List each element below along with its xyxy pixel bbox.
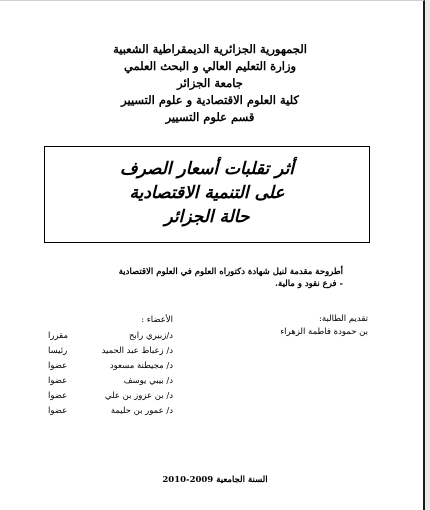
jury-member-name: د/ عمور بن حليمة (110, 406, 173, 416)
jury-list (48, 313, 173, 419)
header-faculty: كلية العلوم الاقتصادية و علوم التسيير (121, 93, 299, 107)
jury-member-role: مقررا (48, 331, 69, 341)
title-line-1: أثر تقلبات أسعار الصرف (119, 159, 295, 179)
jury-member (48, 359, 173, 374)
jury-member-name: د/ زعباط عبد الحميد (101, 346, 173, 356)
jury-member-role: عضوا (48, 406, 68, 416)
jury-member-role: عضوا (48, 376, 68, 386)
jury-member (48, 344, 173, 359)
jury-member-role: رئيسا (48, 346, 68, 356)
jury-member-role: عضوا (48, 391, 68, 401)
header-republic: الجمهورية الجزائرية الديمقراطية الشعبية (113, 42, 307, 56)
jury-member-name: د/ بن عزوز بن علي (104, 391, 173, 401)
jury-member (48, 389, 173, 404)
thesis-title-box (44, 146, 370, 243)
header-university: جامعة الجزائر (177, 76, 243, 90)
header-ministry: وزارة التعليم العالي و البحث العلمي (123, 59, 297, 73)
student-info (228, 313, 368, 339)
jury-member-name: د/ مجيطنة مسعود (109, 361, 173, 371)
student-label: تقديم الطالبة: (319, 314, 368, 324)
jury-member (48, 404, 173, 419)
student-name: بن حمودة فاطمة الزهراء (280, 327, 368, 337)
thesis-degree: أطروحة مقدمة لنيل شهادة دكتوراه العلوم في العلوم الاقتصادية (118, 267, 343, 277)
institution-header (60, 41, 360, 126)
jury-member (48, 374, 173, 389)
title-line-2: على التنمية الاقتصادية (129, 183, 285, 203)
jury-member (48, 329, 173, 344)
thesis-description (83, 266, 343, 290)
jury-member-name: د/ بيبي يوسف (123, 376, 173, 386)
jury-title: الأعضاء : (141, 315, 173, 325)
academic-year: السنة الجامعية 2009-2010 (162, 475, 268, 485)
thesis-branch: - فرع نقود و مالية. (275, 279, 343, 289)
title-line-3: حالة الجزائر (164, 207, 250, 227)
jury-member-name: د/زبيري رابح (128, 331, 173, 341)
header-department: قسم علوم التسيير (165, 110, 255, 124)
jury-member-role: عضوا (48, 361, 68, 371)
